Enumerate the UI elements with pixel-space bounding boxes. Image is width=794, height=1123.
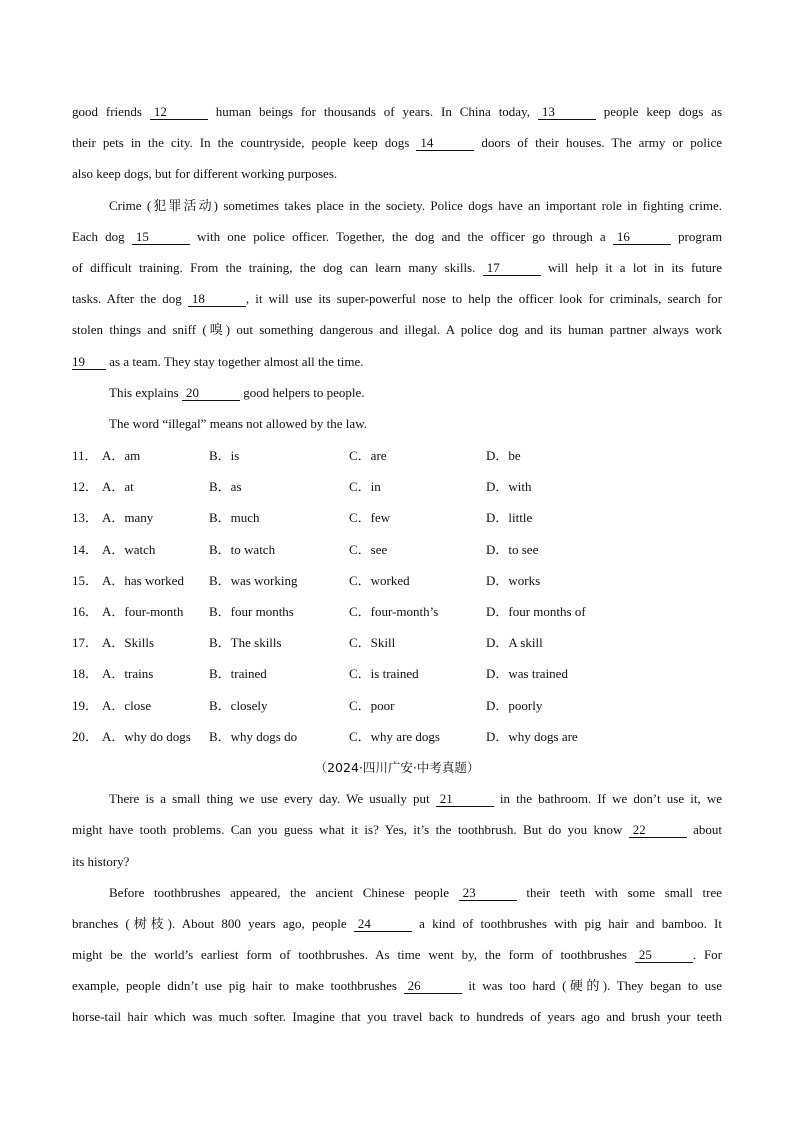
text-line xyxy=(72,783,722,814)
question-number: 16． xyxy=(72,604,99,619)
option-d: D．why dogs are xyxy=(486,728,578,744)
question-list xyxy=(72,440,722,752)
text-line: Crime (犯罪活动) sometimes takes place in the society. Police dogs have an important role in fighting crime. xyxy=(109,197,722,213)
option-b: B．to watch xyxy=(209,541,276,557)
source-label: （2024·四川广安·中考真题） xyxy=(314,759,480,775)
question-number: 14． xyxy=(72,541,99,557)
text: in the bathroom. If we don’t use it, we xyxy=(499,791,723,807)
text: as a team. They stay together almost all the time. xyxy=(109,353,364,369)
option-a: A．many xyxy=(102,510,154,526)
text-line xyxy=(72,221,722,252)
text: , it will use its super-powerful nose to help the officer look for criminals, search for xyxy=(245,291,723,307)
question-row xyxy=(72,721,722,752)
option-a: A．has worked xyxy=(102,572,184,588)
option-c: C．few xyxy=(349,510,391,526)
blank-16: 16 xyxy=(613,230,671,245)
option-b: B．much xyxy=(209,510,260,526)
text: their teeth with some small tree xyxy=(526,884,723,900)
option-d: D．A skill xyxy=(486,635,543,651)
option-a: A．am xyxy=(102,448,141,464)
blank-13: 13 xyxy=(538,105,596,120)
option-d: D．with xyxy=(486,479,532,495)
option-d: D．was trained xyxy=(486,666,568,682)
text: This explains xyxy=(109,384,179,400)
option-a: A．watch xyxy=(102,541,156,557)
question-row xyxy=(72,627,722,658)
question-row xyxy=(72,596,722,627)
blank-23: 23 xyxy=(459,886,517,901)
option-d: D．little xyxy=(486,510,533,526)
blank-21: 21 xyxy=(436,792,494,807)
question-number: 11． xyxy=(72,448,98,464)
blank-26: 26 xyxy=(404,979,462,994)
option-b: B．as xyxy=(209,479,242,495)
blank-22: 22 xyxy=(629,823,687,838)
text: it was too hard (硬的). They began to use xyxy=(468,978,722,994)
option-a: A．Skills xyxy=(102,635,155,651)
text: people keep dogs as xyxy=(603,104,723,119)
option-b: B．The skills xyxy=(209,635,282,651)
text: good friends xyxy=(72,104,142,119)
option-a: A．at xyxy=(102,479,134,495)
text-line xyxy=(72,814,722,845)
text: branches (树枝). About 800 years ago, people xyxy=(72,915,347,931)
blank-12: 12 xyxy=(150,105,208,120)
text: might be the world’s earliest form of toothbrushes. As time went by, the form of toothbrushes xyxy=(72,947,627,963)
text: tasks. After the dog xyxy=(72,291,182,307)
option-c: C．four-month’s xyxy=(349,604,439,619)
text-line xyxy=(72,877,722,908)
question-row xyxy=(72,502,722,533)
blank-15: 15 xyxy=(132,230,190,245)
question-number: 18． xyxy=(72,666,99,682)
option-c: C．why are dogs xyxy=(349,728,440,744)
text: will help it a lot in its future xyxy=(548,259,723,275)
blank-20: 20 xyxy=(182,386,240,401)
blank-14: 14 xyxy=(416,136,474,151)
option-d: D．works xyxy=(486,572,541,588)
option-b: B．closely xyxy=(209,697,268,713)
option-c: C．in xyxy=(349,479,381,495)
blank-17: 17 xyxy=(483,261,541,276)
text: of difficult training. From the training, the dog can learn many skills. xyxy=(72,259,476,275)
option-a: A．why do dogs xyxy=(102,728,191,744)
text-line xyxy=(72,252,722,283)
text-line xyxy=(72,377,722,408)
passage-2 xyxy=(72,783,722,1033)
text: might have tooth problems. Can you guess what it is? Yes, it’s the toothbrush. But do you know xyxy=(72,822,623,838)
text-line: horse-tail hair which was much softer. Imagine that you travel back to hundreds of years ago and brush your teeth xyxy=(72,1009,722,1025)
text-line xyxy=(72,939,722,970)
question-number: 15． xyxy=(72,572,99,588)
option-c: C．Skill xyxy=(349,635,396,651)
option-d: D．to see xyxy=(486,541,539,557)
option-b: B．trained xyxy=(209,666,267,682)
text: There is a small thing we use every day. We usually put xyxy=(109,791,430,807)
text-line xyxy=(72,970,722,1001)
text: Before toothbrushes appeared, the ancient Chinese people xyxy=(109,884,449,900)
text-line: its history? xyxy=(72,853,130,869)
question-row xyxy=(72,471,722,502)
text: program xyxy=(678,228,723,244)
question-number: 13． xyxy=(72,510,99,526)
option-c: C．are xyxy=(349,448,387,464)
option-d: D．four months of xyxy=(486,604,586,619)
question-row xyxy=(72,440,722,471)
text-line: stolen things and sniff (嗅) out something dangerous and illegal. A police dog and its human partner always work xyxy=(72,322,722,338)
option-c: C．is trained xyxy=(349,666,419,682)
text-line xyxy=(72,346,722,377)
question-number: 19． xyxy=(72,697,99,713)
option-a: A．four-month xyxy=(102,604,184,619)
text-line xyxy=(72,127,722,158)
text: example, people didn’t use pig hair to make toothbrushes xyxy=(72,978,397,994)
document-page xyxy=(72,96,722,1033)
question-row xyxy=(72,690,722,721)
option-a: A．close xyxy=(102,697,152,713)
option-c: C．see xyxy=(349,541,388,557)
text: good helpers to people. xyxy=(243,384,365,400)
blank-19: 19 xyxy=(72,355,106,370)
text: . For xyxy=(692,947,723,963)
option-d: D．be xyxy=(486,448,521,464)
option-a: A．trains xyxy=(102,666,154,682)
blank-24: 24 xyxy=(354,917,412,932)
option-d: D．poorly xyxy=(486,697,543,713)
text-line xyxy=(72,908,722,939)
option-c: C．worked xyxy=(349,572,410,588)
passage-1 xyxy=(72,96,722,439)
option-b: B．was working xyxy=(209,572,298,588)
text: doors of their houses. The army or police xyxy=(481,135,723,151)
question-number: 17． xyxy=(72,635,99,651)
option-b: B．why dogs do xyxy=(209,728,298,744)
text-line: The word “illegal” means not allowed by the law. xyxy=(109,415,367,431)
text: a kind of toothbrushes with pig hair and bamboo. It xyxy=(419,915,722,931)
option-b: B．is xyxy=(209,448,240,464)
blank-25: 25 xyxy=(635,948,693,963)
question-number: 12． xyxy=(72,479,99,495)
option-b: B．four months xyxy=(209,604,294,619)
text: human beings for thousands of years. In China today, xyxy=(215,104,530,119)
question-number: 20． xyxy=(72,728,99,744)
text-line: also keep dogs, but for different working purposes. xyxy=(72,166,338,182)
text: Each dog xyxy=(72,228,125,244)
blank-18: 18 xyxy=(188,292,246,307)
question-row xyxy=(72,534,722,565)
text: their pets in the city. In the countryside, people keep dogs xyxy=(72,135,410,151)
text-line xyxy=(72,283,722,314)
question-row xyxy=(72,658,722,689)
option-c: C．poor xyxy=(349,697,395,713)
text: with one police officer. Together, the dog and the officer go through a xyxy=(197,228,606,244)
text-line xyxy=(72,96,722,127)
text: about xyxy=(693,822,722,838)
question-row xyxy=(72,565,722,596)
